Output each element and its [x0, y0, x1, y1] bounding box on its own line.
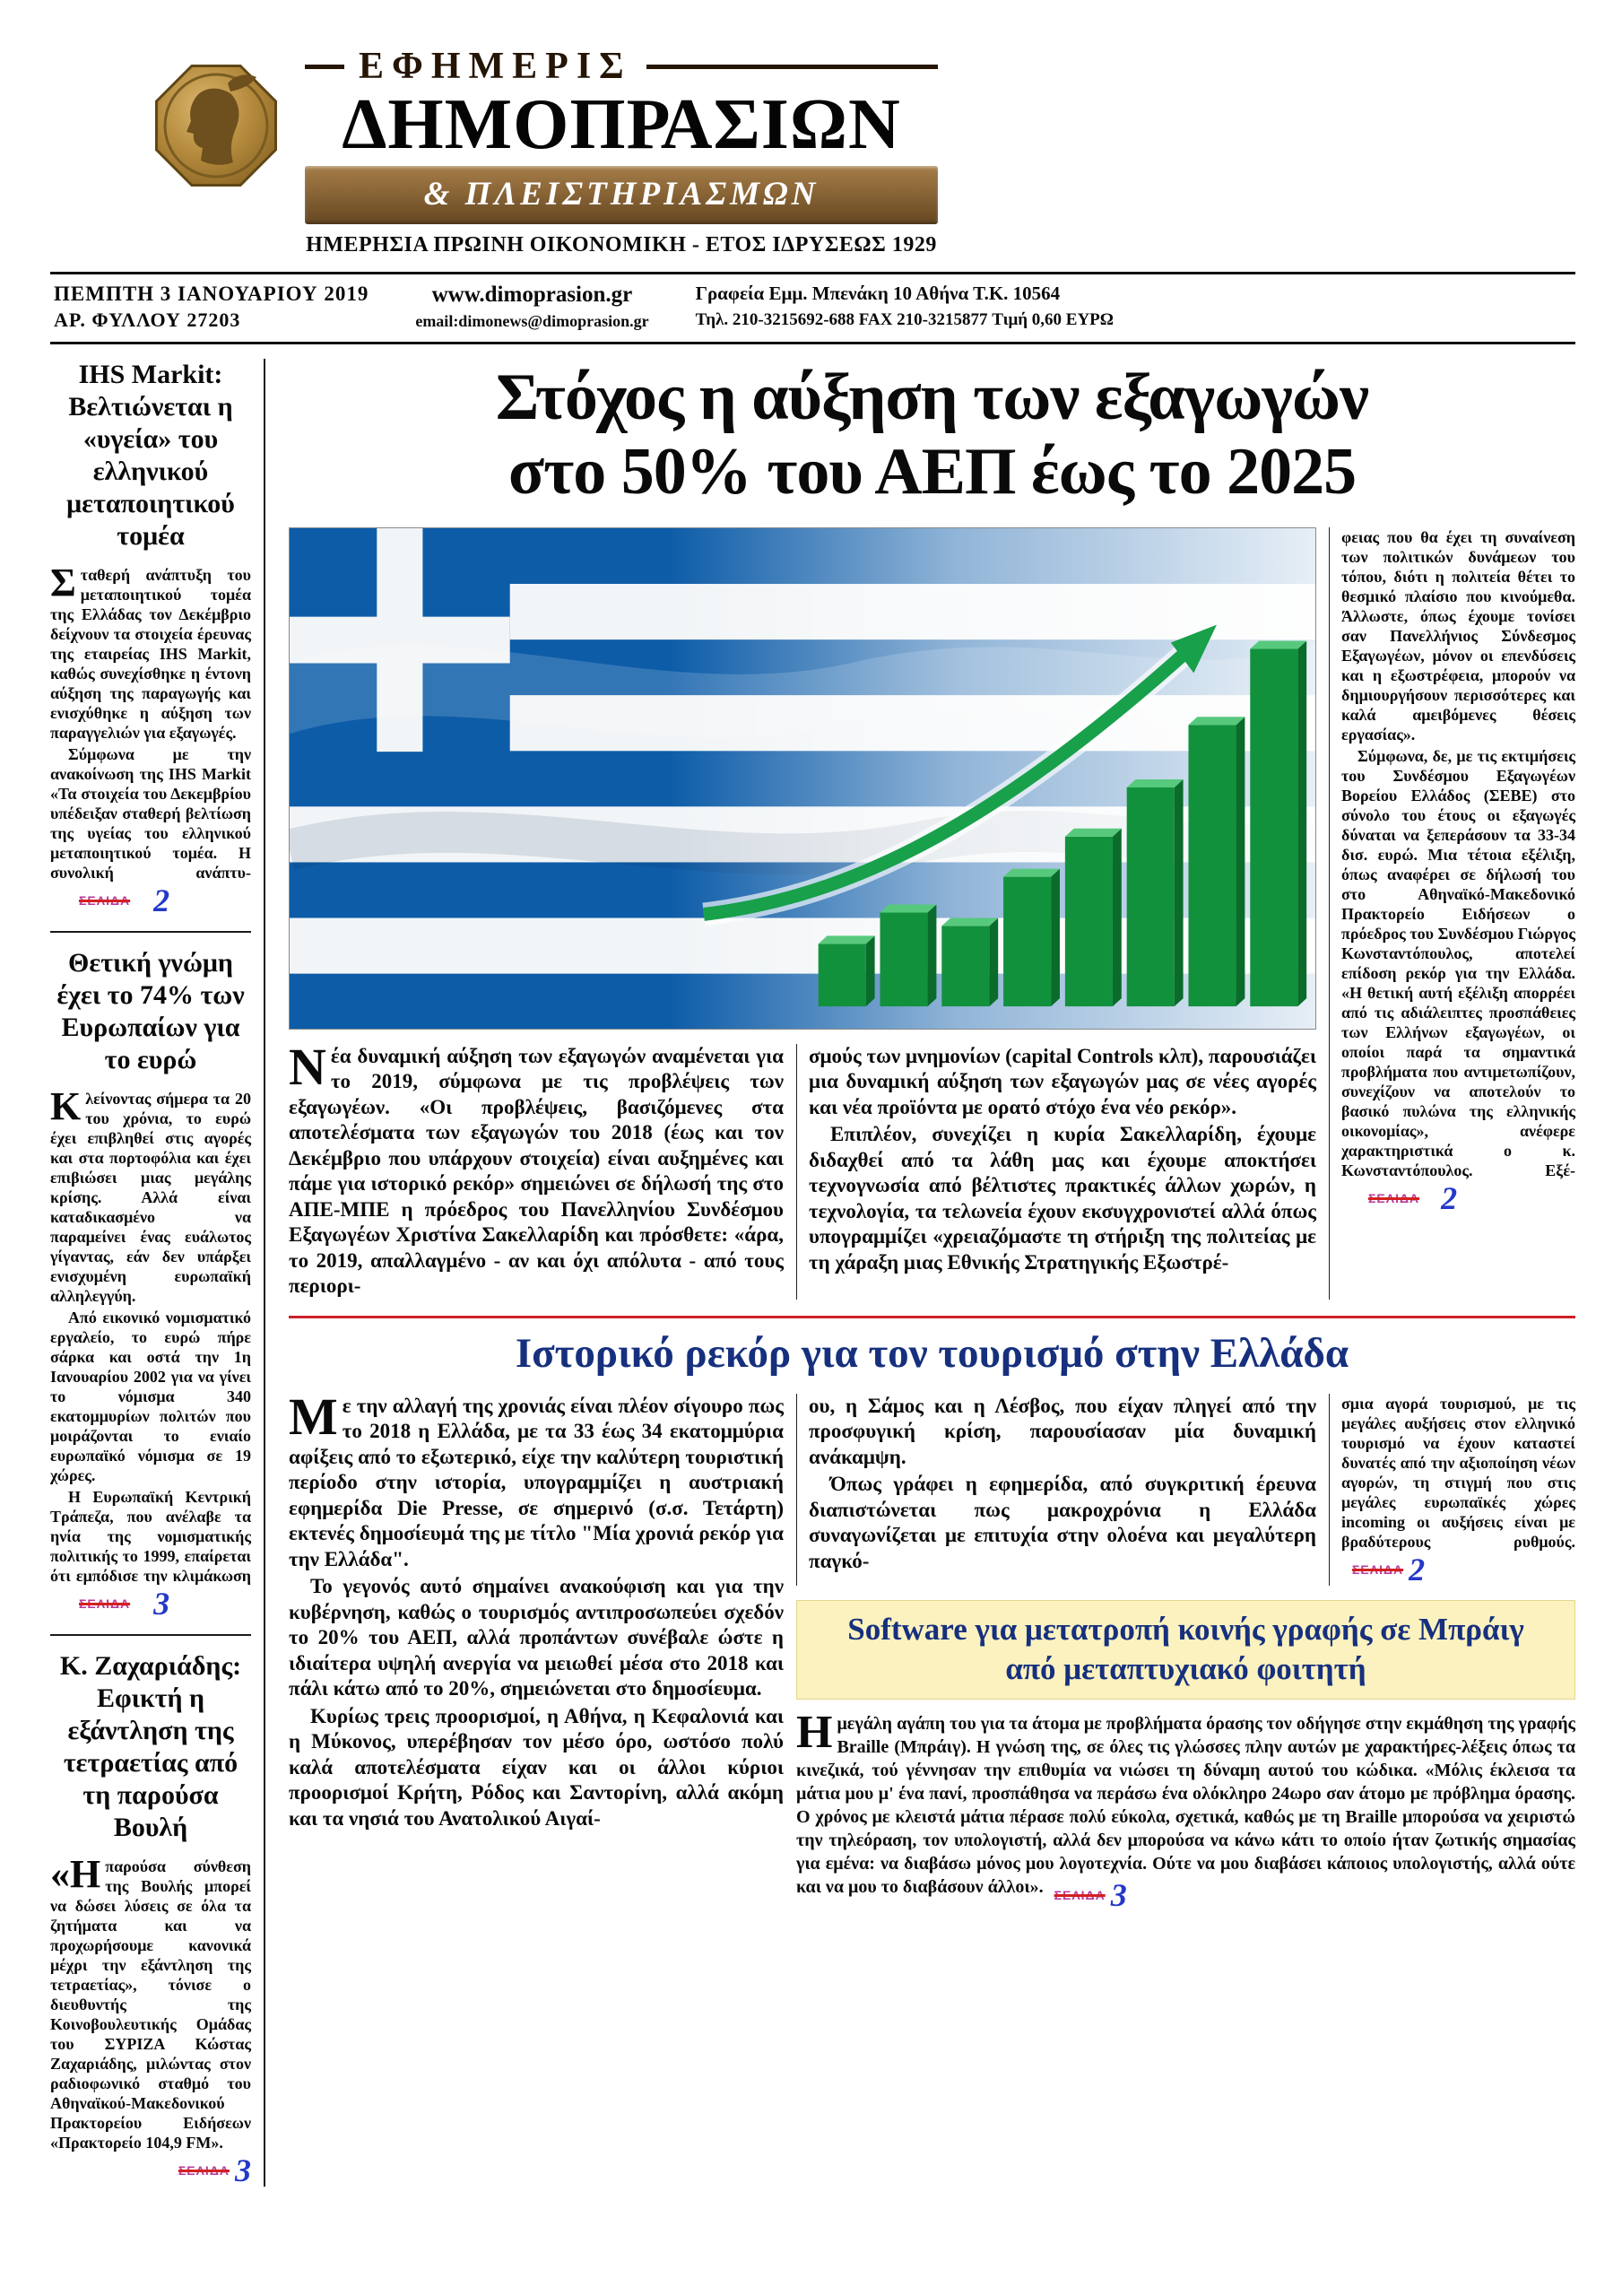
- page-jump-label: ΣΕΛΙΔΑ: [1054, 1888, 1106, 1903]
- article-paragraph: φειας που θα έχει τη συναίνεση των πολιτικών δυνάμεων του τόπου, διότι η πολιτεία θέτει το θεσμικό πλαίσιο που κινούμεθα. Άλλωστε, όπως έχουμε τονίσει σαν Πανελλήνιος Σύνδεσμος Εξαγωγέων, μόνον οι επενδύσεις και η εξωστρέφεια, μπορούν να δημιουργήσουν περισσότερες και καλά αμειβόμενες θέσεις εργασίας».: [1341, 527, 1575, 744]
- page-jump-marker: [178, 2154, 251, 2187]
- article-paragraph: [796, 1707, 1575, 1914]
- issue-info-bar: [50, 272, 1575, 344]
- tourism-headline: Ιστορικό ρεκόρ για τον τουρισμό στην Ελλάδα: [515, 1329, 1349, 1377]
- article-paragraph: [50, 1487, 251, 1620]
- paragraph-text: ε την αλλαγή της χρονιάς είναι πλέον σίγουρο πως το 2018 η Ελλάδα, με τα 33 έως 34 εκατομμύρια αφίξεις από το εξωτερικό, είχε την καλύτερη τουριστική περίοδο στην ιστορία, υπογραμμίζει η αυστριακή εφημερίδα Die Presse, σε σημερινό (σ.σ. Τετάρτη) εκτενές δημοσίευμά της με τίτλο "Μία χρονιά ρεκόρ για την Ελλάδα".: [289, 1394, 784, 1570]
- article-ihs-markit: [50, 359, 251, 917]
- article-paragraph: [289, 1037, 784, 1300]
- newspaper-tagline: ΗΜΕΡΗΣΙΑ ΠΡΩΙΝΗ ΟΙΚΟΝΟΜΙΚΗ - ΕΤΟΣ ΙΔΡΥΣΕΩΣ 1929: [306, 233, 937, 257]
- tourism-col3: [1329, 1394, 1575, 1586]
- page-jump-number: 2: [1409, 1551, 1426, 1587]
- paragraph-text: μεγάλη αγάπη του για τα άτομα με προβλήματα όρασης τον οδήγησε στην εκμάθηση της γραφής Braille (Μπράιγ). Η γνώση της, σε όλες τις γλώσσες πλην αυτών με χαρακτήρες-λέξεις όπως τα κινεζικά, τού γέννησαν την επιθυμία να νιώσει τη δύναμη αυτού του κώδικα. «Μόλις έκλεισα τα μάτια μου μ' ένα πανί, προσπάθησα να περάσω ένα ολόκληρο 24ωρο σαν άτομο με πρόβλημα όρασης. Ο χρόνος με κλειστά μάτια πέρασε πολύ εύκολα, σχετικά, καθώς με τη Braille μπορούσα να χειριστώ την τηλεόραση, τον υπολογιστή, αλλά δεν μπορούσα να κάνω κάτι το οποίο ήταν ζωτικής σημασίας για εμένα: να διαβάσω μόνος μου λογοτεχνία. Ούτε να μου διαβάσει κάποιος υπολογιστής, αλλά ούτε και να μου το διαβάσουν άλλοι».: [796, 1714, 1575, 1898]
- page-jump-number: 2: [1441, 1179, 1458, 1216]
- lead-article-left: [289, 527, 1316, 1300]
- drop-cap: «Η: [50, 1852, 101, 1897]
- article-paragraph: Κυρίως τρεις προορισμοί, η Αθήνα, η Κεφαλονιά και η Μύκονος, υπερέβησαν τον μέσο όρο, ωστόσο πολύ καλά αποτελέσματα είχαν και οι άλλοι κύριοι προορισμοί Κρήτη, Ρόδος και Σαντορίνη, αλλά ακόμη και τα νησιά του Ανατολικού Αιγαί-: [289, 1704, 784, 1830]
- paragraph-text: λείνοντας σήμερα τα 20 του χρόνια, το ευρώ έχει επιβληθεί στις αγορές και στα πορτοφόλια και έχει επιβιώσει μιας μεγάλης κρίσης. Αλλά είναι καταδικασμένο να παραμείνει ένας ευάλωτος γίγαντας, εάν δεν υπάρξει ενισχυμένη ευρωπαϊκή αλληλεγγύη.: [50, 1090, 251, 1306]
- article-euro-opinion: [50, 931, 251, 1620]
- issue-number: ΑΡ. ΦΥΛΛΟΥ 27203: [54, 309, 241, 332]
- lead-body-col3: [1329, 527, 1575, 1300]
- page-jump-label: ΣΕΛΙΔΑ: [1368, 1190, 1420, 1205]
- greek-flag-chart-image: [289, 527, 1316, 1030]
- paragraph-text: σμια αγορά τουρισμού, με τις μεγάλες αυξήσεις στον ελληνικό τουρισμό να έχουν καταστεί δυνατές από την αξιοποίηση νέων αγορών, τη στιγμή που στις μεγάλες ευρωπαϊκές χώρες incoming οι αυξήσεις είναι με βραδύτερους ρυθμούς.: [1341, 1394, 1575, 1551]
- masthead-kicker-text: ΕΦΗΜΕΡΙΣ: [359, 46, 632, 87]
- red-divider-rule: [289, 1316, 1575, 1318]
- article-paragraph: [1341, 746, 1575, 1214]
- article-paragraph: [50, 561, 251, 743]
- paragraph-text: Σύμφωνα, δε, με τις εκτιμήσεις του Συνδέσμου Εξαγωγέων Βορείου Ελλάδος (ΣΕΒΕ) στο σύνολο του έτους οι εξαγωγές δύναται να ξεπεράσουν τα 33-34 δισ. ευρώ. Μια τέτοια εξέλιξη, όπως αναφέρει σε δήλωσή του στο Αθηναϊκό-Μακεδονικό Πρακτορείο Ειδήσεων ο πρόεδρος του Συνδέσμου Γιώργος Κωνσταντόπουλος, αποτελεί επίδοση ρεκόρ για την Ελλάδα. «Η θετική αυτή εξέλιξη απορρέει από τις αδιάλειπτες προσπάθειες των Ελλήνων εξαγωγέων, οι οποίοι παρά τα σημαντικά προβλήματα που αντιμετωπίζουν, συνεχίζουν να αποτελούν το βασικό πυλώνα της ελληνικής οικονομίας», ανέφερε χαρακτηριστικά ο κ. Κωνσταντόπουλος. Εξέ-: [1341, 746, 1575, 1179]
- article-headline: IHS Markit: Βελτιώνεται η «υγεία» του ελληνικού μεταποιητικού τομέα: [66, 360, 235, 552]
- issue-date-block: [54, 283, 369, 332]
- paragraph-text: παρούσα σύνθεση της Βουλής μπορεί να δώσει λύσεις σε όλα τα ζητήματα και να προχωρήσουμε κανονικά μέχρι την εξάντληση της τετραετίας», τόνισε ο διευθυντής της Κοινοβουλευτικής Ομάδας του ΣΥΡΙΖΑ Κώστας Ζαχαριάδης, μιλώντας στον ραδιοφωνικό σταθμό του Αθηναϊκού-Μακεδονικού Πρακτορείου Ειδήσεων «Πρακτορείο 104,9 FM».: [50, 1857, 251, 2152]
- masthead-kicker: [305, 45, 938, 88]
- lead-headline: [289, 361, 1575, 509]
- page-jump-label: ΣΕΛΙΔΑ: [178, 2163, 230, 2179]
- article-paragraph: ου, η Σάμος και η Λέσβος, που είχαν πληγεί από την προσφυγική κρίση, παρουσίασαν μία δυναμική ανάκαμψη.: [809, 1394, 1316, 1468]
- page-jump-label: ΣΕΛΙΔΑ: [1352, 1561, 1404, 1577]
- article-paragraph: [1341, 1394, 1575, 1586]
- lead-headline-line2: στο 50% του ΑΕΠ έως το 2025: [507, 435, 1357, 509]
- tourism-col2: [796, 1394, 1316, 1586]
- article-headline: Θετική γνώμη έχει το 74% των Ευρωπαίων για το ευρώ: [56, 948, 245, 1075]
- paragraph-text: Σύμφωνα με την ανακοίνωση της IHS Markit «Τα στοιχεία του Δεκεμβρίου υπέδειξαν σταθερή βελτίωση της υγείας του ελληνικού μεταποιητικού τομέα. Η συνολική ανάπτυ-: [50, 745, 251, 883]
- software-braille-article: [796, 1600, 1575, 1912]
- drop-cap: Σ: [50, 561, 76, 605]
- hermes-coin-svg: [149, 48, 283, 203]
- paragraph-text: Η Ευρωπαϊκή Κεντρική Τράπεζα, που ανέλαβε τα ηνία της νομισματικής πολιτικής το 1999, επαίρεται ότι εμπόδισε την κλιμάκωση: [50, 1488, 251, 1586]
- article-paragraph: [50, 744, 251, 917]
- software-body: [796, 1707, 1575, 1914]
- article-paragraph: [289, 1387, 784, 1573]
- lead-body-columns: [289, 1037, 1316, 1300]
- software-headline: Software για μετατροπή κοινής γραφής σε Μπράιγ από μεταπτυχιακό φοιτητή: [796, 1600, 1575, 1700]
- masthead: [149, 43, 938, 257]
- web-contact-block: [415, 283, 648, 331]
- page-jump-row: [50, 2154, 251, 2187]
- page-jump-number: 2: [153, 883, 170, 919]
- article-paragraph: Από εικονικό νομισματικό εργαλείο, το ευρώ πήρε σάρκα και οστά την 1η Ιανουαρίου 2002 για να γίνει το νόμισμα 340 εκατομμυρίων πολιτών που μοιράζονται το ενιαίο ευρωπαϊκό νόμισμα σε 19 χώρες.: [50, 1309, 251, 1485]
- email-address: email:dimonews@dimoprasion.gr: [415, 312, 649, 331]
- article-paragraph: [50, 1084, 251, 1306]
- drop-cap: Η: [796, 1707, 833, 1759]
- page-jump-marker: [1054, 1877, 1127, 1914]
- page-jump-number: 3: [153, 1586, 170, 1622]
- left-column: [50, 359, 265, 2187]
- drop-cap: Μ: [289, 1387, 338, 1446]
- page-jump-label: ΣΕΛΙΔΑ: [79, 1596, 131, 1612]
- hermes-coin-logo-icon: [149, 48, 283, 203]
- paragraph-text: έα δυναμική αύξηση των εξαγωγών αναμένεται για το 2019, σύμφωνα με τις προβλέψεις των εξαγωγέων. «Οι προβλέψεις, βασιζόμενες στα αποτελέσματα των εξαγωγών του 2018 (έως και τον Δεκέμβριο που υπάρχουν στοιχεία) είναι αυξημένες και πάμε για ιστορικό ρεκόρ» σημειώνει σε δήλωσή της στο ΑΠΕ-ΜΠΕ η πρόεδρος του Πανελληνίου Συνδέσμου Εξαγωγέων Χριστίνα Σακελλαρίδη και πρόσθετε: «άρα, το 2019, απαλλαγμένο - αν και όχι απόλυτα - από τους περιορι-: [289, 1044, 784, 1298]
- tourism-col1: [289, 1387, 784, 1912]
- lead-body-col2: [796, 1044, 1316, 1300]
- article-paragraph: σμούς των μνημονίων (capital Controls κλπ), παρουσιάζει μια δυναμική αύξηση των εξαγωγών μας σε νέες αγορές και νέα προϊόντα με ορατό στόχο ένα νέο ρεκόρ».: [809, 1044, 1316, 1118]
- front-page-content: [50, 359, 1575, 2187]
- article-paragraph: Επιπλέον, συνεχίζει η κυρία Σακελλαρίδη, έχουμε διδαχθεί από τα λάθη μας και έχουμε αποκτήσει τεχνογνωσία από βέλτιστες πρακτικές άλλων χωρών, η τεχνολογία, τα τελωνεία έχουν εκσυγχρονιστεί αλλά όπως υπογραμμίζει «χρειαζόμαστε τη στήριξη της πολιτείας με τη χάραξη μιας Εθνικής Στρατηγικής Εξωστρέ-: [809, 1123, 1316, 1274]
- drop-cap: Κ: [50, 1084, 82, 1129]
- main-area: [289, 359, 1575, 2187]
- article-paragraph: Το γεγονός αυτό σημαίνει ανακούφιση και για την κυβέρνηση, καθώς ο τουρισμός αντιπροσωπεύει σχεδόν το 20% του ΑΕΠ, αλλά προπάντων συνέβαλε ώστε η ιδιαίτερα υψηλή ανεργία να μειωθεί μέσα στο 2018 και πάλι κάτω από το 20%, σημειώνεται στο δημοσίευμα.: [289, 1575, 784, 1700]
- page-jump-marker: [61, 884, 169, 917]
- article-zachariadis: [50, 1634, 251, 2187]
- lead-headline-line1: Στόχος η αύξηση των εξαγωγών: [495, 361, 1369, 435]
- lead-article: [289, 527, 1575, 1300]
- article-headline: Κ. Ζαχαριάδης: Εφικτή η εξάντληση της τετραετίας από τη παρούσα Βουλή: [59, 1651, 242, 1843]
- article-paragraph: Όπως γράφει η εφημερίδα, από συγκριτική έρευνα διαπιστώνεται πως μακροχρόνια η Ελλάδα συναγωνίζεται με επιτυχία στην ολοένα και μεγαλύτερη παγκό-: [809, 1473, 1316, 1572]
- issue-date: ΠΕΜΠΤΗ 3 ΙΑΝΟΥΑΡΙΟΥ 2019: [54, 283, 369, 306]
- page-jump-label: ΣΕΛΙΔΑ: [79, 893, 131, 909]
- newspaper-title: ΔΗΜΟΠΡΑΣΙΩΝ: [342, 85, 901, 164]
- office-address: Γραφεία Εμμ. Μπενάκη 10 Αθήνα Τ.Κ. 10564: [695, 283, 1061, 305]
- lead-body-col1: [289, 1037, 784, 1300]
- page-jump-marker: [1352, 1179, 1458, 1216]
- paragraph-text: ταθερή ανάπτυξη του μεταποιητικού τομέα της Ελλάδας τον Δεκέμβριο δείχνουν τα στοιχεία έρευνας της εταιρείας IHS Markit, καθώς συνεχίσθηκε η έντονη αύξηση της παραγωγής και ενισχύθηκε η αύξηση των παραγγελιών για εξαγωγές.: [50, 566, 251, 743]
- office-block: [696, 283, 1114, 330]
- page-jump-marker: [61, 1587, 169, 1620]
- page-jump-marker: [1352, 1553, 1425, 1586]
- page-jump-number: 3: [1110, 1877, 1127, 1914]
- page-jump-number: 3: [235, 2152, 251, 2189]
- website-url: www.dimoprasion.gr: [431, 283, 633, 308]
- article-paragraph: [50, 1852, 251, 2152]
- phone-fax-price: Τηλ. 210-3215692-688 FAX 210-3215877 Τιμή 0,60 ΕΥΡΩ: [695, 310, 1115, 330]
- drop-cap: Ν: [289, 1037, 326, 1096]
- masthead-titles: [305, 43, 938, 257]
- tourism-article: [289, 1387, 1575, 1914]
- newspaper-banner: & ΠΛΕΙΣΤΗΡΙΑΣΜΩΝ: [305, 166, 938, 224]
